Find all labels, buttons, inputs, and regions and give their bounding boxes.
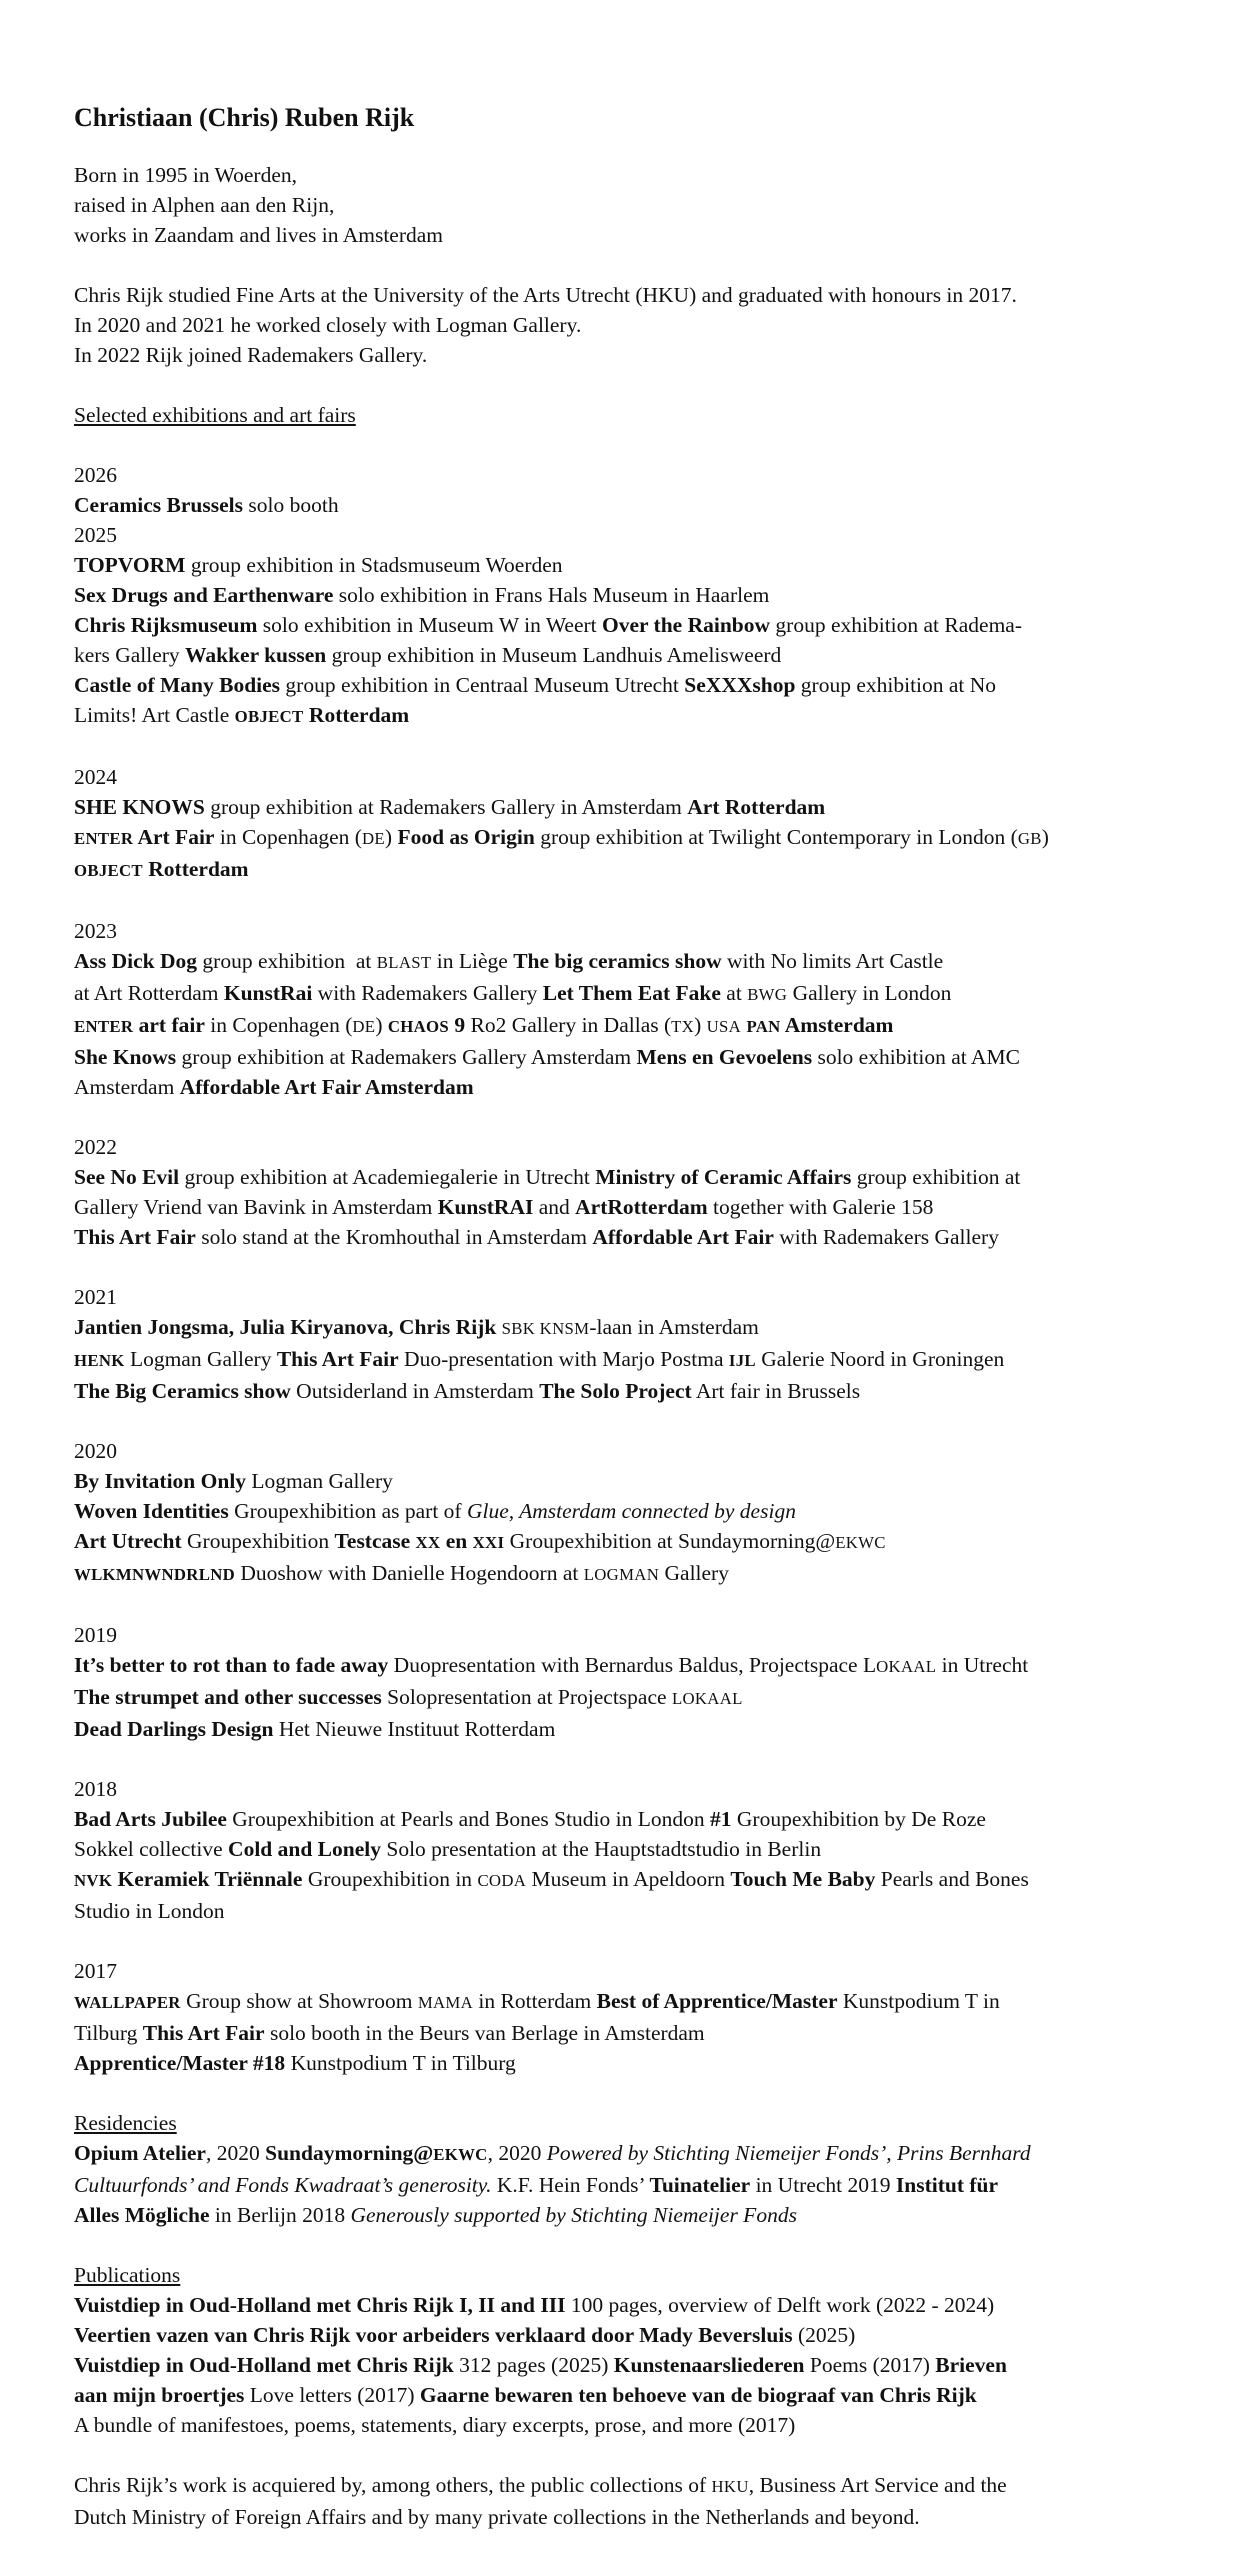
- exhibition-line: Dead Darlings Design Het Nieuwe Instituut Rotterdam: [74, 1717, 556, 1741]
- exhibition-line: Ceramics Brussels solo booth: [74, 493, 339, 517]
- exhibition-line: Woven Identities Groupexhibition as part of Glue, Amsterdam connected by design: [74, 1499, 796, 1523]
- study-paragraph: [74, 280, 1184, 370]
- exhibition-line: TOPVORM group exhibition in Stadsmuseum Woerden: [74, 553, 563, 577]
- bio-works: works in Zaandam and lives in Amsterdam: [74, 223, 444, 247]
- exhibition-line: The Big Ceramics show Outsiderland in Amsterdam The Solo Project Art fair in Brussels: [74, 1379, 861, 1403]
- year-2025: 2025: [74, 523, 117, 547]
- exhibitions-2020: [74, 1436, 1184, 1590]
- exhibitions-2024: [74, 762, 1184, 886]
- bio-paragraph: [74, 160, 1184, 250]
- collections-line-2: Dutch Ministry of Foreign Affairs and by many private collections in the Netherlands and beyond.: [74, 2505, 920, 2529]
- exhibitions-heading: Selected exhibitions and art fairs: [74, 403, 356, 427]
- year-2023: 2023: [74, 919, 117, 943]
- exhibition-line: Gallery Vriend van Bavink in Amsterdam KunstRAI and ArtRotterdam together with Galerie 158: [74, 1195, 934, 1219]
- exhibition-line: Limits! Art Castle OBJECT Rotterdam: [74, 703, 410, 727]
- publication-line: A bundle of manifestoes, poems, statements, diary excerpts, prose, and more (2017): [74, 2413, 796, 2437]
- exhibitions-2023: [74, 916, 1184, 1102]
- study-line-2: In 2020 and 2021 he worked closely with Logman Gallery.: [74, 313, 582, 337]
- residencies-heading: Residencies: [74, 2111, 177, 2135]
- exhibition-line: OBJECT Rotterdam: [74, 857, 249, 881]
- year-2022: 2022: [74, 1135, 117, 1159]
- exhibition-line: Ass Dick Dog group exhibition at BLAST in Liège The big ceramics show with No limits Art Castle: [74, 949, 944, 973]
- exhibition-line: WALLPAPER Group show at Showroom MAMA in Rotterdam Best of Apprentice/Master Kunstpodium T in: [74, 1989, 1000, 2013]
- collections-line-1: Chris Rijk’s work is acquiered by, among others, the public collections of HKU, Business Art Service and the: [74, 2473, 1007, 2497]
- publication-line: Veertien vazen van Chris Rijk voor arbeiders verklaard door Mady Beversluis (2025): [74, 2323, 856, 2347]
- publications-heading: Publications: [74, 2263, 181, 2287]
- exhibition-line: SHE KNOWS group exhibition at Rademakers Gallery in Amsterdam Art Rotterdam: [74, 795, 826, 819]
- year-2024: 2024: [74, 765, 117, 789]
- exhibition-line: The strumpet and other successes Solopresentation at Projectspace LOKAAL: [74, 1685, 743, 1709]
- exhibition-line: ENTER Art Fair in Copenhagen (DE) Food as Origin group exhibition at Twilight Contemporary in London (GB): [74, 825, 1049, 849]
- exhibition-line: This Art Fair solo stand at the Kromhouthal in Amsterdam Affordable Art Fair with Rademakers Gallery: [74, 1225, 999, 1249]
- year-2019: 2019: [74, 1623, 117, 1647]
- residency-line: Cultuurfonds’ and Fonds Kwadraat’s generosity. K.F. Hein Fonds’ Tuinatelier in Utrecht 2019 Institut für: [74, 2173, 999, 2197]
- exhibition-line: Tilburg This Art Fair solo booth in the Beurs van Berlage in Amsterdam: [74, 2021, 705, 2045]
- exhibition-line: NVK Keramiek Triënnale Groupexhibition in CODA Museum in Apeldoorn Touch Me Baby Pearls and Bones: [74, 1867, 1029, 1891]
- bio-raised: raised in Alphen aan den Rijn,: [74, 193, 335, 217]
- exhibitions-2021: [74, 1282, 1184, 1406]
- exhibitions-2018: [74, 1774, 1184, 1926]
- residency-line: Opium Atelier, 2020 Sundaymorning@EKWC, 2020 Powered by Stichting Niemeijer Fonds’, Prins Bernhard: [74, 2141, 1031, 2165]
- exhibition-line: Jantien Jongsma, Julia Kiryanova, Chris Rijk SBK KNSM-laan in Amsterdam: [74, 1315, 759, 1339]
- exhibition-line: Castle of Many Bodies group exhibition in Centraal Museum Utrecht SeXXXshop group exhibition at No: [74, 673, 997, 697]
- year-2026: 2026: [74, 463, 117, 487]
- exhibitions-2019: [74, 1620, 1184, 1744]
- exhibition-line: kers Gallery Wakker kussen group exhibition in Museum Landhuis Amelisweerd: [74, 643, 782, 667]
- study-line-1: Chris Rijk studied Fine Arts at the University of the Arts Utrecht (HKU) and graduated with honours in 2017.: [74, 283, 1017, 307]
- exhibition-line: HENK Logman Gallery This Art Fair Duo-presentation with Marjo Postma IJL Galerie Noord in Groningen: [74, 1347, 1005, 1371]
- exhibition-line: WLKMNWNDRLND Duoshow with Danielle Hogendoorn at LOGMAN Gallery: [74, 1561, 729, 1585]
- exhibition-line: Apprentice/Master #18 Kunstpodium T in Tilburg: [74, 2051, 516, 2075]
- publication-line: Vuistdiep in Oud-Holland met Chris Rijk I, II and III 100 pages, overview of Delft work (2022 - 2024): [74, 2293, 995, 2317]
- exhibition-line: ENTER art fair in Copenhagen (DE) CHAOS 9 Ro2 Gallery in Dallas (TX) USA PAN Amsterdam: [74, 1013, 894, 1037]
- bio-born: Born in 1995 in Woerden,: [74, 163, 297, 187]
- residencies-section: [74, 2108, 1184, 2230]
- exhibition-line: Art Utrecht Groupexhibition Testcase XX en XXI Groupexhibition at Sundaymorning@EKWC: [74, 1529, 886, 1553]
- exhibition-line: She Knows group exhibition at Rademakers Gallery Amsterdam Mens en Gevoelens solo exhibition at AMC: [74, 1045, 1020, 1069]
- exhibition-line: Amsterdam Affordable Art Fair Amsterdam: [74, 1075, 474, 1099]
- publication-line: Vuistdiep in Oud-Holland met Chris Rijk 312 pages (2025) Kunstenaarsliederen Poems (2017) Brieven: [74, 2353, 1007, 2377]
- artist-name: Christiaan (Chris) Ruben Rijk: [74, 103, 415, 132]
- exhibition-line: Bad Arts Jubilee Groupexhibition at Pearls and Bones Studio in London #1 Groupexhibition by De Roze: [74, 1807, 986, 1831]
- study-line-3: In 2022 Rijk joined Rademakers Gallery.: [74, 343, 428, 367]
- exhibitions-2022: [74, 1132, 1184, 1252]
- exhibition-line: See No Evil group exhibition at Academiegalerie in Utrecht Ministry of Ceramic Affairs group exhibition at: [74, 1165, 1021, 1189]
- exhibitions-2026-2025: [74, 460, 1184, 732]
- publication-line: aan mijn broertjes Love letters (2017) Gaarne bewaren ten behoeve van de biograaf van Chris Rijk: [74, 2383, 977, 2407]
- year-2017: 2017: [74, 1959, 117, 1983]
- exhibition-line: Studio in London: [74, 1899, 225, 1923]
- exhibition-line: Sokkel collective Cold and Lonely Solo presentation at the Hauptstadtstudio in Berlin: [74, 1837, 822, 1861]
- collections-paragraph: [74, 2470, 1184, 2532]
- exhibition-line: It’s better to rot than to fade away Duopresentation with Bernardus Baldus, Projectspace LOKAAL in Utrecht: [74, 1653, 1029, 1677]
- year-2018: 2018: [74, 1777, 117, 1801]
- year-2020: 2020: [74, 1439, 117, 1463]
- exhibition-line: By Invitation Only Logman Gallery: [74, 1469, 393, 1493]
- exhibition-line: Chris Rijksmuseum solo exhibition in Museum W in Weert Over the Rainbow group exhibition at Radema-: [74, 613, 1023, 637]
- residency-line: Alles Mögliche in Berlijn 2018 Generously supported by Stichting Niemeijer Fonds: [74, 2203, 797, 2227]
- cv-document: [74, 98, 1184, 2532]
- year-2021: 2021: [74, 1285, 117, 1309]
- publications-section: [74, 2260, 1184, 2440]
- exhibition-line: Sex Drugs and Earthenware solo exhibition in Frans Hals Museum in Haarlem: [74, 583, 770, 607]
- exhibition-line: at Art Rotterdam KunstRai with Rademakers Gallery Let Them Eat Fake at BWG Gallery in London: [74, 981, 952, 1005]
- exhibitions-2017: [74, 1956, 1184, 2078]
